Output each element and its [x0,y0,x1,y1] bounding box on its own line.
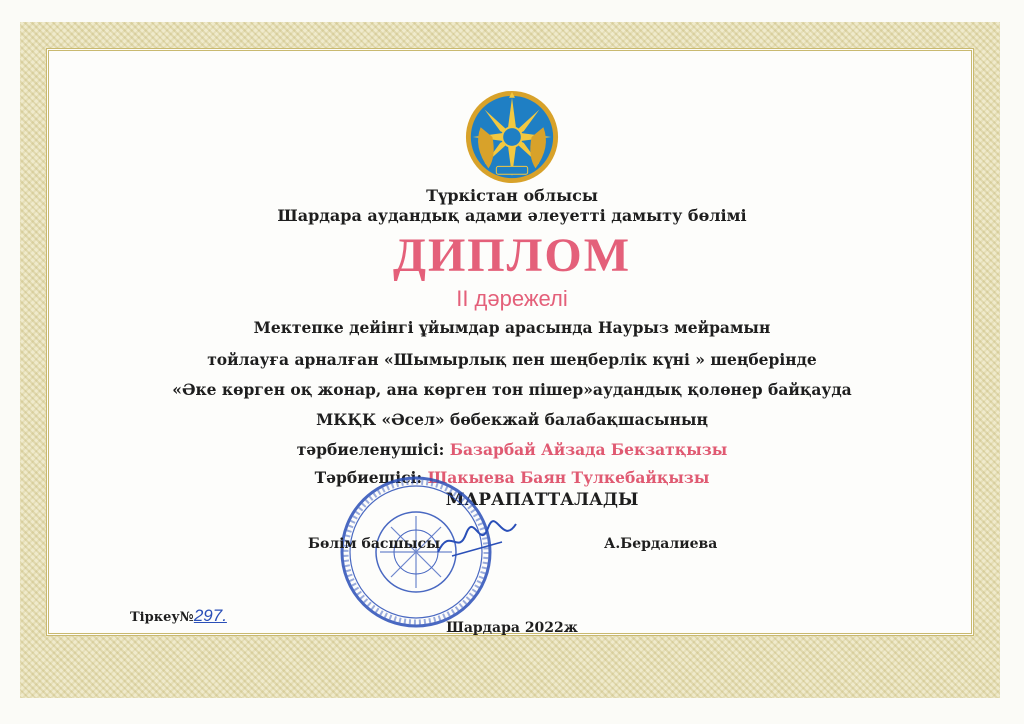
signature-mark-icon [432,516,522,564]
state-emblem-icon [463,88,561,186]
degree-label: ІІ дәрежелі [456,286,568,311]
pupil-line [0,440,1024,459]
teacher-name: Шакыева Баян Тулкебайқызы [427,468,710,487]
body-line-4: МКҚК «Әсел» бөбекжай балабақшасының [316,410,708,429]
registration-number: 297. [193,606,227,625]
pupil-label: тәрбиеленушісі: [296,440,445,459]
department-heading: Шардара аудандық адами әлеуетті дамыту бөлімі [277,206,747,225]
registration-label: Тіркеу№ [130,610,194,625]
signature-role: Бөлім басшысы [308,536,441,552]
pupil-name: Базарбай Айзада Бекзатқызы [449,440,728,459]
diploma-title: ДИПЛОМ [392,229,632,282]
region-heading: Түркістан облысы [426,186,598,205]
award-text: МАРАПАТТАЛАДЫ [445,490,639,510]
body-line-3: «Әке көрген оқ жонар, ана көрген тон пішер»аудандық қолөнер байқауда [172,380,852,399]
body-line-1: Мектепке дейінгі ұйымдар арасында Наурыз мейрамын [253,318,771,337]
place-date: Шардара 2022ж [446,620,578,636]
body-line-2: тойлауға арналған «Шымырлық пен шеңберлік күні » шеңберінде [207,350,817,369]
signature-name: А.Бердалиева [604,536,718,552]
teacher-label: Тәрбиешісі: [314,468,423,487]
teacher-line [0,468,1024,487]
